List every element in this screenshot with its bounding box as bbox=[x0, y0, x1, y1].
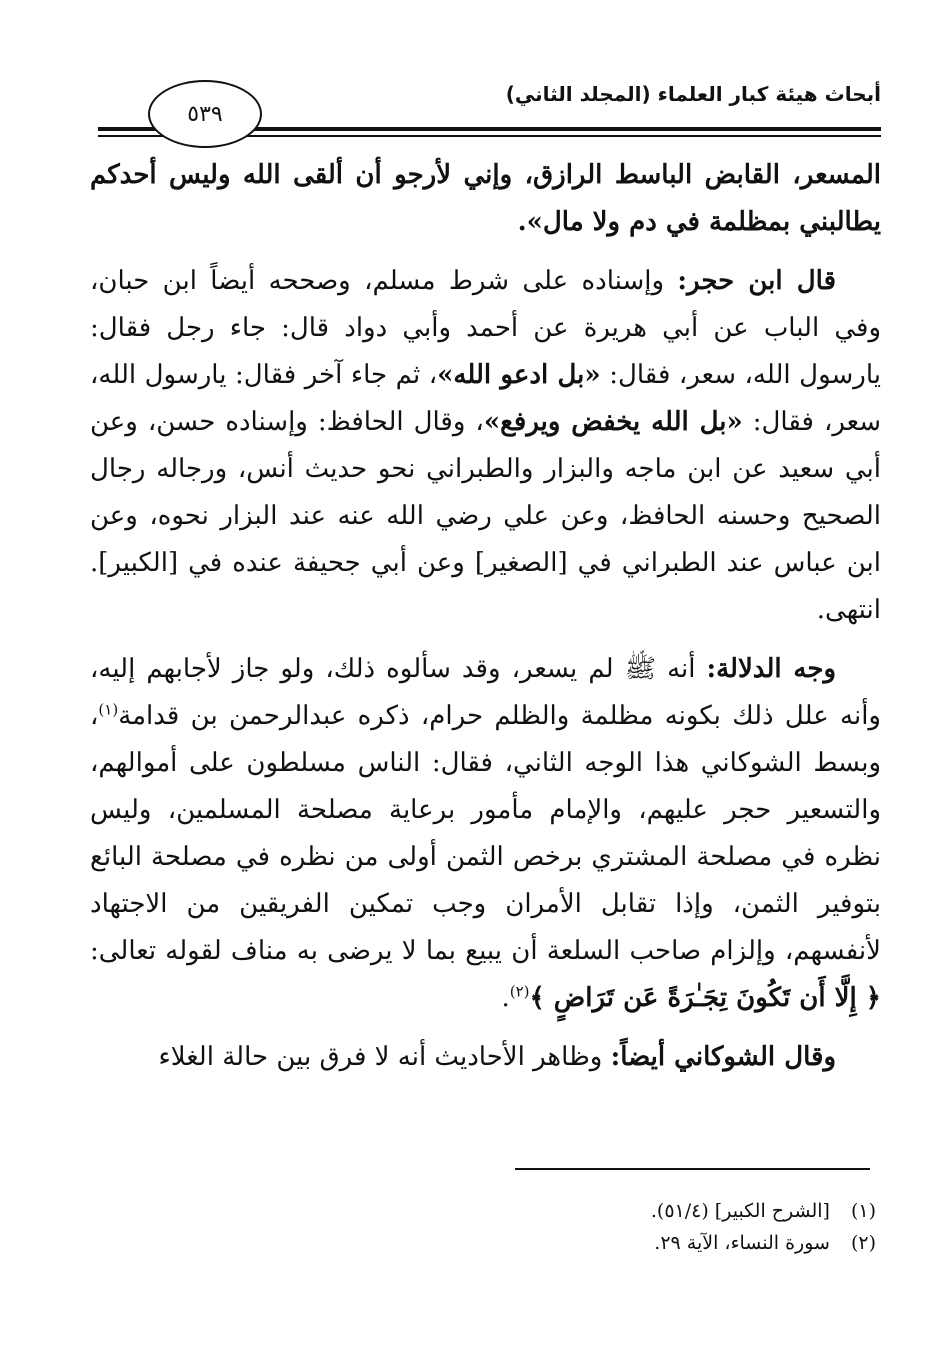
quran-verse: ﴿ إِلَّا أَن تَكُونَ تِجَـٰرَةً عَن تَرَاضٍ ﴾ bbox=[529, 983, 881, 1013]
footnote-1-text: [الشرح الكبير] (٥١/٤). bbox=[650, 1200, 830, 1222]
paragraph-2-text-c: ، وقال الحافظ: وإسناده حسن، وعن أبي سعيد عن ابن ماجه والبزار والطبراني نحو حديث أنس، ورجاله رجال الصحيح وحسنه الحافظ، وعن علي رضي الله عنه عند البزار نحوه، وعن ابن عباس عند الطبراني في [الصغير] وعن أبي جحيفة عنده في [الكبير]. انتهى. bbox=[90, 407, 881, 625]
footnote-2-text: سورة النساء، الآية ٢٩. bbox=[654, 1232, 830, 1254]
paragraph-4-lead: وقال الشوكاني أيضاً: bbox=[610, 1042, 836, 1072]
paragraph-4-text-a: وظاهر الأحاديث أنه لا فرق بين حالة الغلاء bbox=[158, 1042, 611, 1072]
paragraph-3-text-b: ، وبسط الشوكاني هذا الوجه الثاني، فقال: الناس مسلطون على أموالهم، والتسعير حجر عليهم، والإمام مأمور برعاية مصلحة المسلمين، وليس نظره في مصلحة المشتري برخص الثمن أولى من نظره في مصلحة البائع بتوفير الثمن، وإذا تقابل الأمران وجب تمكين الفريقين من الاجتهاد لأنفسهم، وإلزام صاحب السلعة أن يبيع بما لا يرضى به مناف لقوله تعالى: bbox=[90, 701, 881, 966]
paragraph-3 bbox=[90, 646, 881, 1022]
paragraph-2 bbox=[90, 258, 881, 634]
footnote-ref-2[interactable]: (٢) bbox=[509, 982, 530, 1001]
paragraph-3-text-a: أنه ﷺ لم يسعر، وقد سألوه ذلك، ولو جاز لأجابهم إليه، وأنه علل ذلك بكونه مظلمة والظلم حرام، ذكره عبدالرحمن بن قدامة bbox=[90, 654, 881, 731]
footnote-1 bbox=[651, 1195, 876, 1227]
hadith-continuation: المسعر، القابض الباسط الرازق، وإني لأرجو أن ألقى الله وليس أحدكم يطالبني بمظلمة في دم ولا مال». bbox=[90, 160, 881, 237]
footnote-2-number: (٢) bbox=[850, 1232, 876, 1254]
hadith-quote-2: «بل الله يخفض ويرفع» bbox=[483, 407, 743, 437]
paragraph-3-lead: وجه الدلالة: bbox=[706, 654, 836, 684]
running-title: أبحاث هيئة كبار العلماء (المجلد الثاني) bbox=[505, 82, 881, 106]
footnote-1-number: (١) bbox=[850, 1200, 876, 1222]
footnote-separator bbox=[515, 1168, 870, 1170]
footnote-2 bbox=[651, 1227, 876, 1259]
paragraph-2-text-a: وإسناده على شرط مسلم، وصححه أيضاً ابن حبان، وفي الباب عن أبي هريرة عن أحمد وأبي دواد قال: جاء رجل فقال: يارسول الله، سعر، فقال: bbox=[90, 266, 881, 390]
footnote-ref-1[interactable]: (١) bbox=[98, 700, 119, 719]
page-number-oval bbox=[148, 80, 262, 148]
paragraph-3-text-c: . bbox=[501, 983, 510, 1013]
paragraph-1 bbox=[90, 152, 881, 246]
paragraph-2-lead: قال ابن حجر: bbox=[677, 266, 836, 296]
page-number: ٥٣٩ bbox=[187, 101, 223, 127]
footnotes bbox=[651, 1195, 876, 1259]
paragraph-4 bbox=[90, 1034, 881, 1081]
body-text bbox=[90, 152, 881, 1093]
hadith-quote-1: «بل ادعو الله» bbox=[437, 360, 601, 390]
paragraph-2-text-b: ، ثم جاء آخر فقال: يارسول الله، سعر، فقال: bbox=[90, 360, 882, 437]
